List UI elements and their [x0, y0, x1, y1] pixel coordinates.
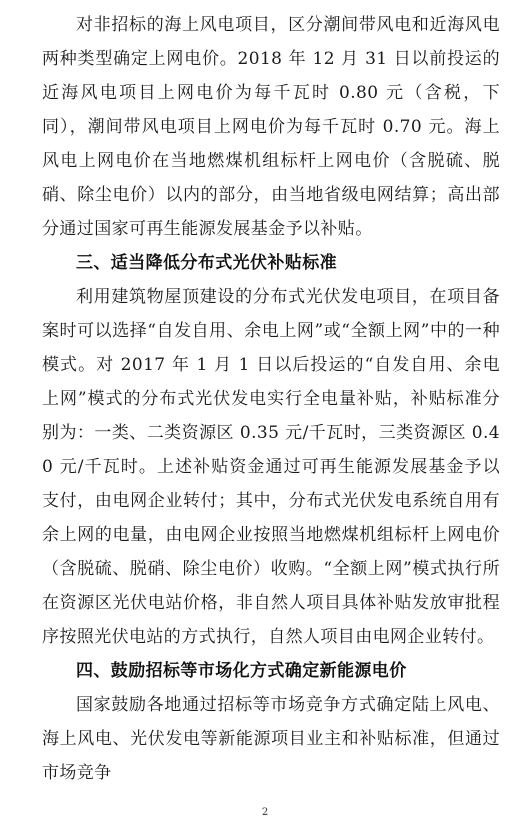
paragraph-offshore-wind-price: 对非招标的海上风电项目，区分潮间带风电和近海风电两种类型确定上网电价。2018 年 12 月 31 日以前投运的近海风电项目上网电价为每千瓦时 0.80 元（含税，下同），潮间带风电项目上网电价为每千瓦时 0.70 元。海上风电上网电价在当地燃煤机组标杆上网电价（含脱硫、脱硝、除尘电价）以内的部分，由当地省级电网结算；高出部分通过国家可再生能源发展基金予以补贴。: [42, 15, 500, 239]
paragraph-market-bidding: 国家鼓励各地通过招标等市场竞争方式确定陆上风电、海上风电、光伏发电等新能源项目业主和补贴标准，但通过市场竞争: [42, 695, 500, 783]
page-number: 2: [261, 807, 269, 818]
heading-section-four: 四、鼓励招标等市场化方式确定新能源电价: [76, 661, 407, 681]
paragraph-distributed-pv-subsidy: 利用建筑物屋顶建设的分布式光伏发电项目，在项目备案时可以选择“自发自用、余电上网”或“全额上网”中的一种模式。对 2017 年 1 月 1 日以后投运的“自发自用、余电上网”模式的分布式光伏发电实行全电量补贴，补贴标准分别为：一类、二类资源区 0.35 元/千瓦时，三类资源区 0.40 元/千瓦时。上述补贴资金通过可再生能源发展基金予以支付，由电网企业转付；其中，分布式光伏发电系统自用有余上网的电量，由电网企业按照当地燃煤机组标杆上网电价（含脱硫、脱硝、除尘电价）收购。“全额上网”模式执行所在资源区光伏电站价格，非自然人项目具体补贴发放审批程序按照光伏电站的方式执行，自然人项目由电网企业转付。: [42, 287, 500, 647]
heading-section-three: 三、适当降低分布式光伏补贴标准: [76, 253, 337, 273]
